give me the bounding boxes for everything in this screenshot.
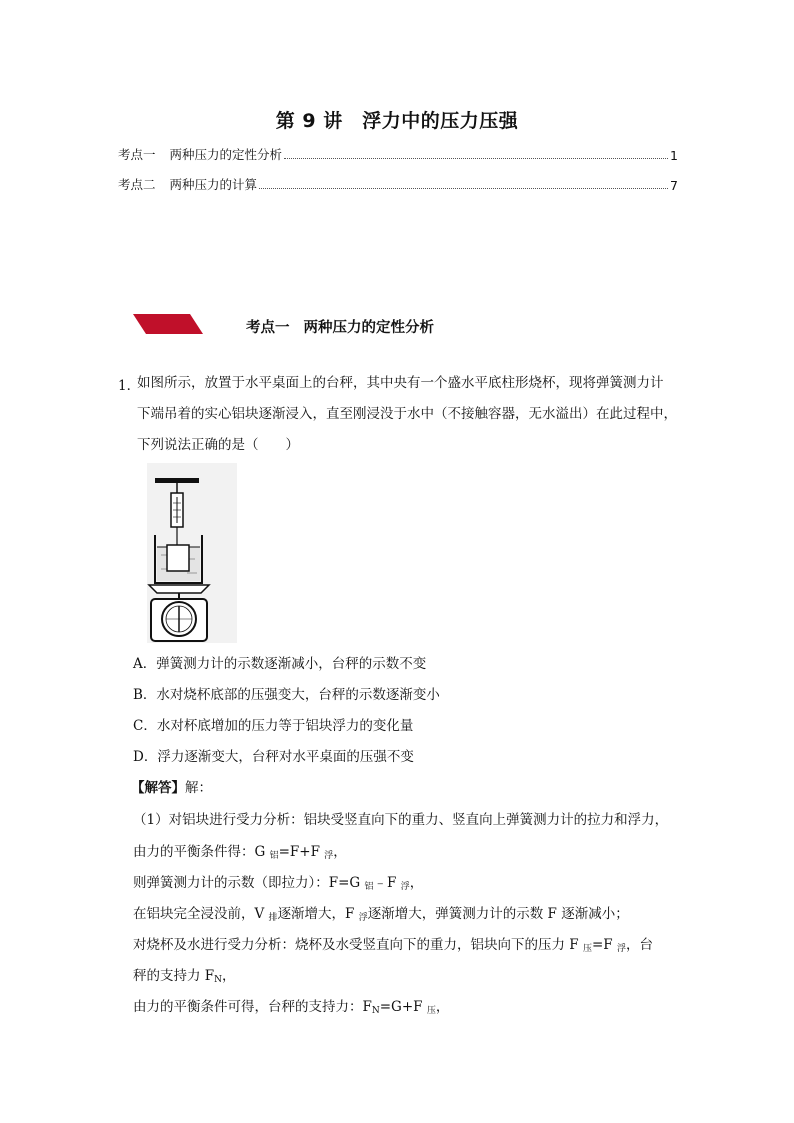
toc-page: 1 — [670, 148, 678, 163]
toc-leader — [259, 188, 668, 189]
scale-beaker-figure — [147, 463, 237, 643]
page-title: 第 9 讲 浮力中的压力压强 — [275, 110, 519, 132]
section-title — [246, 316, 434, 337]
answer-heading — [131, 779, 212, 797]
section-label: 考点一 — [246, 320, 290, 336]
toc-text: 两种压力的计算 — [169, 177, 258, 192]
option-d[interactable]: D．浮力逐渐变大，台秤对水平桌面的压强不变 — [133, 749, 414, 765]
question-line: 下端吊着的实心铝块逐渐浸入，直至刚浸没于水中（不接触容器，无水溢出）在此过程中， — [137, 406, 677, 422]
answer-line-2: 由力的平衡条件得：G $_铝$=F+F $_浮$， — [133, 844, 347, 861]
section-text: 两种压力的定性分析 — [303, 320, 434, 336]
toc-leader — [284, 158, 668, 159]
section-banner-shape — [133, 314, 203, 334]
option-c[interactable]: C．水对杯底增加的压力等于铝块浮力的变化量 — [133, 718, 414, 734]
toc-label: 考点二 — [118, 177, 156, 192]
answer-line-4: 在铝块完全浸没前，V $_排$逐渐增大，F $_浮$逐渐增大，弹簧测力计的示数 F 逐渐减小； — [133, 906, 629, 923]
answer-line-6: 秤的支持力 $F_N$， — [133, 968, 236, 985]
answer-line-3: 则弹簧测力计的示数（即拉力）：F=G $_铝$﹣F $_浮$， — [133, 875, 424, 892]
question-line: 下列说法正确的是（ ） — [137, 437, 299, 453]
answer-line-5: 对烧杯及水进行受力分析：烧杯及水受竖直向下的重力，铝块向下的压力 F $_压$=F $_浮$，台 — [133, 937, 653, 954]
question-line: 如图所示，放置于水平桌面上的台秤，其中央有一个盛水平底柱形烧杯，现将弹簧测力计 — [137, 375, 664, 391]
option-b[interactable]: B．水对烧杯底部的压强变大，台秤的示数逐渐变小 — [133, 687, 440, 703]
toc-entry-1[interactable] — [118, 145, 678, 163]
toc-label: 考点一 — [118, 147, 156, 162]
question-number: 1． — [118, 378, 141, 394]
answer-line-7: 由力的平衡条件可得，台秤的支持力：$F_N=G+F$ $_压$， — [133, 999, 450, 1016]
toc-entry-2[interactable] — [118, 175, 678, 193]
toc-page: 7 — [670, 178, 678, 193]
option-a[interactable]: A．弹簧测力计的示数逐渐减小，台秤的示数不变 — [133, 656, 427, 672]
toc-text: 两种压力的定性分析 — [169, 147, 283, 162]
answer-tag-suffix: 解： — [185, 780, 212, 796]
answer-line-1: （1）对铝块进行受力分析：铝块受竖直向下的重力、竖直向上弹簧测力计的拉力和浮力， — [133, 812, 669, 828]
answer-tag: 【解答】 — [131, 780, 185, 796]
